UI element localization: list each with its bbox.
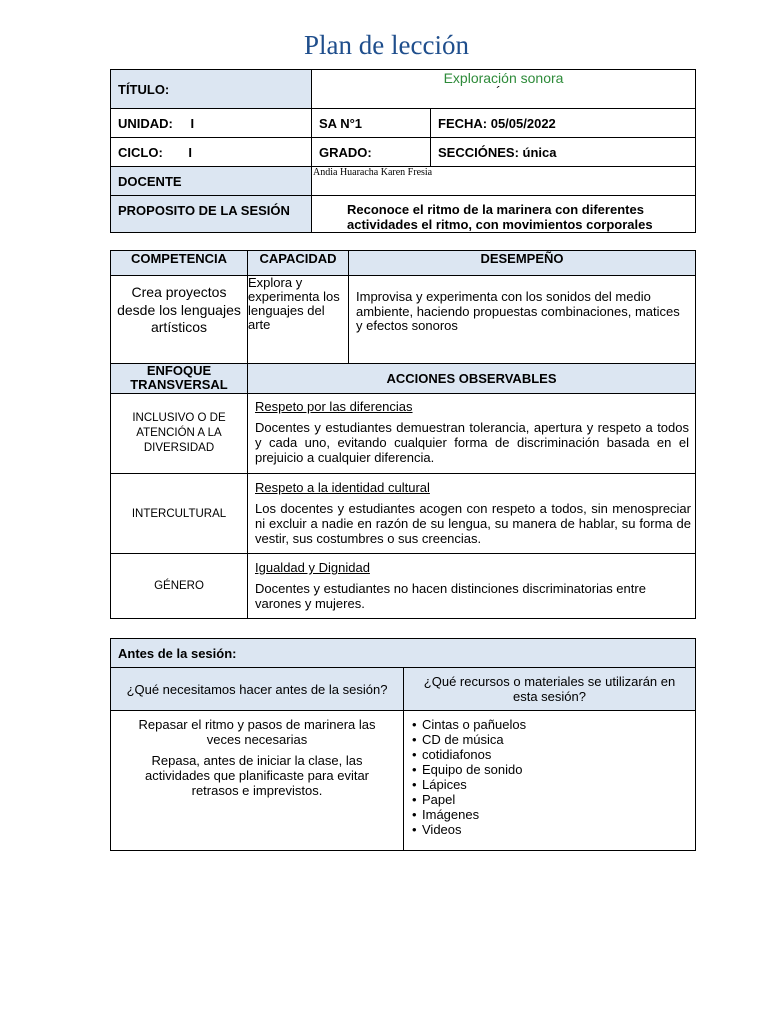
titulo-label: TÍTULO: — [111, 70, 312, 109]
antes-left-p2: Repasa, antes de iniciar la clase, las actividades que planificaste para evitar retrasos e imprevistos. — [144, 753, 370, 798]
capacidad-text: Explora y experimenta los lenguajes del arte — [248, 276, 349, 364]
antes-title: Antes de la sesión: — [111, 639, 696, 668]
antes-left-cell — [111, 711, 404, 851]
ciclo-cell — [111, 138, 312, 167]
docente-label: DOCENTE — [111, 167, 312, 196]
proposito-value: Reconoce el ritmo de la marinera con diferentes actividades el ritmo, con movimientos corporales — [312, 196, 696, 233]
proposito-label: PROPOSITO DE LA SESIÓN — [111, 196, 312, 233]
titulo-value: Exploración sonora — [443, 70, 564, 86]
antes-left-p1: Repasar el ritmo y pasos de marinera las veces necesarias — [138, 717, 376, 747]
list-item: • Papel — [412, 792, 687, 807]
enfoque-accion-cell — [248, 554, 696, 619]
enfoque-name: INCLUSIVO O DE ATENCIÓN A LA DIVERSIDAD — [111, 394, 248, 474]
unidad-value: I — [190, 115, 195, 131]
enfoque-name: INTERCULTURAL — [111, 474, 248, 554]
docente-value: Andia Huaracha Karen Fresia — [312, 167, 696, 196]
enfoque-valor: Respeto por las diferencias — [255, 399, 413, 414]
col-enfoque: ENFOQUE TRANSVERSAL — [111, 364, 248, 394]
col-competencia: COMPETENCIA — [111, 251, 248, 276]
titulo-cell — [312, 70, 696, 109]
unidad-cell — [111, 109, 312, 138]
grado-label: GRADO: — [312, 138, 431, 167]
list-item: • Videos — [412, 822, 687, 837]
col-capacidad: CAPACIDAD — [248, 251, 349, 276]
secciones-label: SECCIÓNES: única — [431, 138, 696, 167]
enfoque-accion-cell — [248, 474, 696, 554]
enfoque-accion: Docentes y estudiantes demuestran tolerancia, apertura y respeto a todos y cada uno, evitando cualquier forma de discriminación basada en el prejuicio a cualquier diferencia. — [255, 420, 689, 465]
fecha-label: FECHA: 05/05/2022 — [431, 109, 696, 138]
enfoque-accion: Los docentes y estudiantes acogen con respeto a todos, sin menospreciar ni excluir a nadie en razón de su lengua, su manera de hablar, su forma de vestir, sus costumbres o sus creencias. — [255, 501, 691, 546]
desempeno-text: Improvisa y experimenta con los sonidos del medio ambiente, haciendo propuestas combinaciones, matices y efectos sonoros — [349, 276, 696, 364]
ciclo-label: CICLO: — [118, 144, 163, 160]
competencia-text: Crea proyectos desde los lenguajes artísticos — [111, 276, 248, 364]
enfoque-name: GÉNERO — [111, 554, 248, 619]
page-title: Plan de lección — [304, 30, 469, 60]
list-item: • cotidiafonos — [412, 747, 687, 762]
antes-table — [110, 638, 696, 851]
titulo-mark: ´ — [496, 83, 501, 99]
antes-col-left: ¿Qué necesitamos hacer antes de la sesión? — [111, 668, 404, 711]
enfoque-accion: Docentes y estudiantes no hacen distinciones discriminatorias entre varones y mujeres. — [255, 581, 646, 611]
list-item: • CD de música — [412, 732, 687, 747]
unidad-label: UNIDAD: — [118, 115, 173, 131]
col-acciones: ACCIONES OBSERVABLES — [248, 364, 696, 394]
enfoque-valor: Igualdad y Dignidad — [255, 560, 370, 575]
list-item: • Cintas o pañuelos — [412, 717, 687, 732]
list-item: • Equipo de sonido — [412, 762, 687, 777]
materials-list — [412, 717, 687, 837]
enfoque-accion-cell — [248, 394, 696, 474]
col-desempeno: DESEMPEÑO — [349, 251, 696, 276]
sa-label: SA N°1 — [312, 109, 431, 138]
header-table — [110, 69, 696, 233]
ciclo-value: I — [188, 144, 193, 160]
competencias-table — [110, 250, 696, 619]
list-item: • Imágenes — [412, 807, 687, 822]
antes-col-right: ¿Qué recursos o materiales se utilizarán en esta sesión? — [404, 668, 696, 711]
materials-cell — [404, 711, 696, 851]
enfoque-valor: Respeto a la identidad cultural — [255, 480, 430, 495]
list-item: • Lápices — [412, 777, 687, 792]
